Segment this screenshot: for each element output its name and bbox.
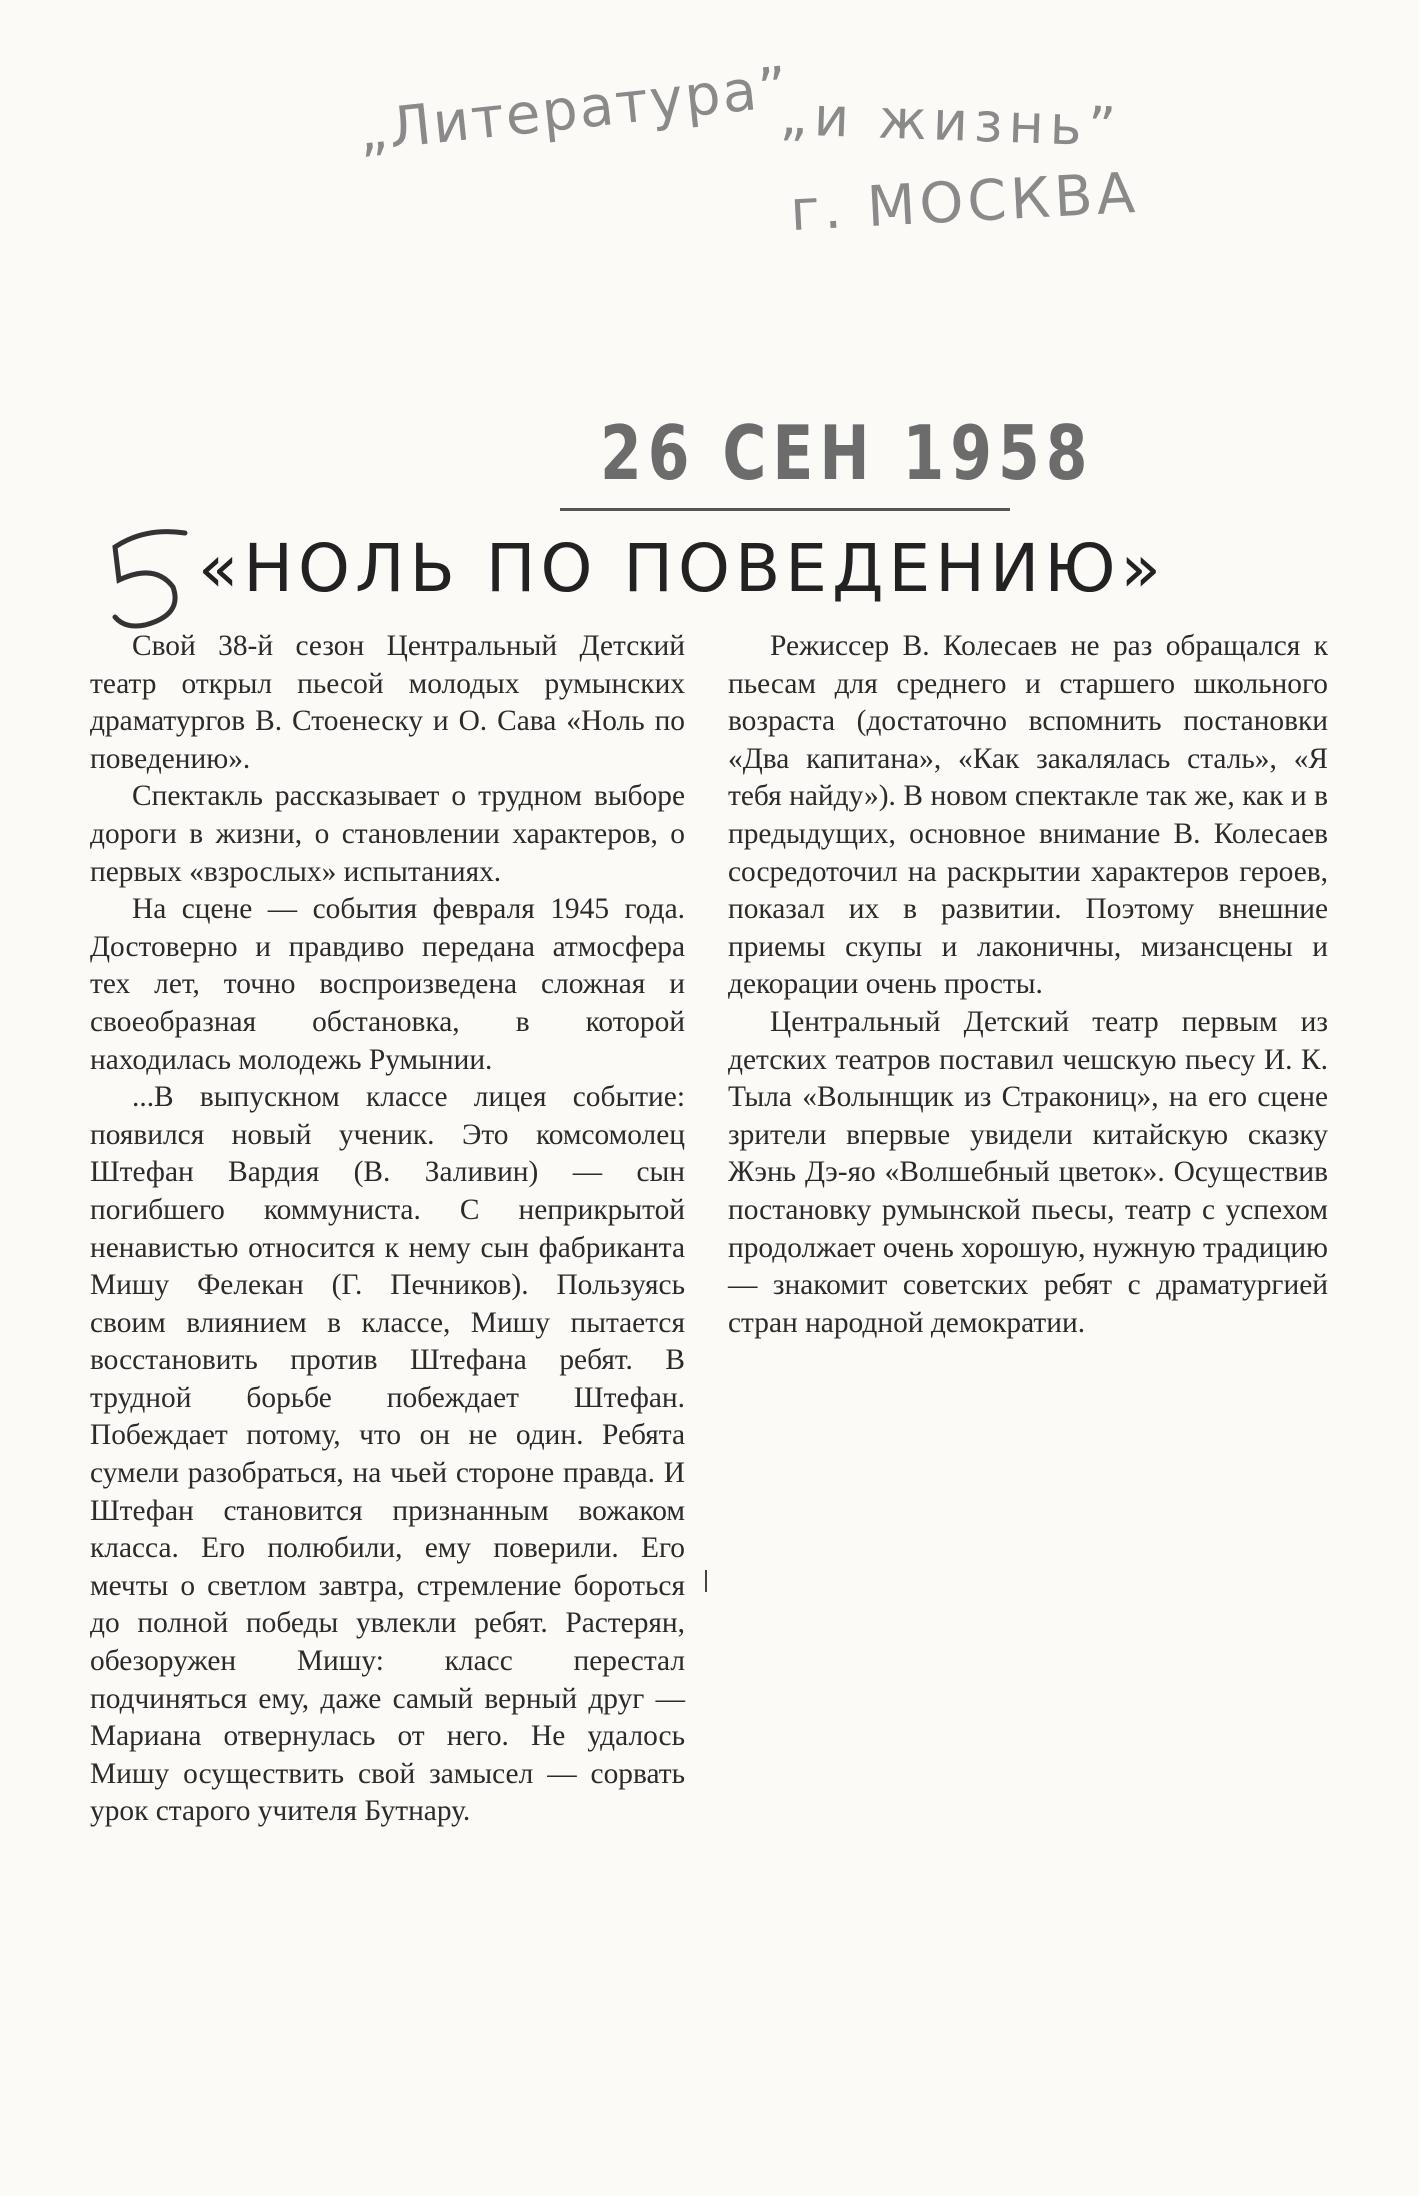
city-stamp: г. МОСКВА [788,160,1141,245]
column-divider [705,1570,707,1592]
publication-stamp: „Литература” [355,54,793,165]
paragraph: Режиссер В. Колесаев не раз обращался к пьесам для среднего и старшего школьного возраста (достаточно вспомнить постановки «Два капитана», «Как закалялась сталь», «Я тебя найду»). В новом спектакле так же, как и в предыдущих, основное внимание В. Колесаев сосредоточил на раскрытии характеров героев, показал их в развитии. Поэтому внешние приемы скупы и лаконичны, мизансцены и декорации очень просты. [728,630,1328,1001]
article-headline: «НОЛЬ ПО ПОВЕДЕНИЮ» [198,530,1166,607]
paragraph: Свой 38-й сезон Центральный Детский театр открыл пьесой молодых румынских драматургов В. Стоенеску и О. Сава «Ноль по поведению». [90,630,685,775]
article-column-right [728,628,1328,1342]
date-stamp: 26 СЕН 1958 [600,410,1094,498]
paragraph: На сцене — события февраля 1945 года. Достоверно и правдиво передана атмосфера тех лет, точно воспроизведена сложная и своеобразная обстановка, в которой находилась молодежь Румынии. [90,893,685,1076]
publication-stamp-continued: „и жизнь” [779,84,1123,159]
paragraph: ...В выпускном классе лицея событие: появился новый ученик. Это комсомолец Штефан Вардия (В. Заливин) — сын погибшего коммуниста. С неприкрытой ненавистью относится к нему сын фабриканта Мишу Фелекан (Г. Печников). Пользуясь своим влиянием в классе, Мишу пытается восстановить против Штефана ребят. В трудной борьбе побеждает Штефан. Побеждает потому, что он не один. Ребята сумели разобраться, на чьей стороне правда. И Штефан становится признанным вожаком класса. Его полюбили, ему поверили. Его мечты о светлом завтра, стремление бороться до полной победы увлекли ребят. Растерян, обезоружен Мишу: класс перестал подчиняться ему, даже самый верный друг — Мариана отвернулась от него. Не удалось Мишу осуществить свой замысел — сорвать урок старого учителя Бутнару. [90,1081,685,1828]
paragraph: Центральный Детский театр первым из детских театров поставил чешскую пьесу И. К. Тыла «Волынщик из Стракониц», на его сцене зрители впервые увидели китайскую сказку Жэнь Дэ-яо «Волшебный цветок». Осуществив постановку румынской пьесы, театр с успехом продолжает очень хорошую, нужную традицию — знакомит советских ребят с драматургией стран народной демократии. [728,1005,1328,1339]
paragraph: Спектакль рассказывает о трудном выборе дороги в жизни, о становлении характеров, о первых «взрослых» испытаниях. [90,780,685,888]
article-column-left [90,628,685,1831]
header-rule [560,508,1010,511]
